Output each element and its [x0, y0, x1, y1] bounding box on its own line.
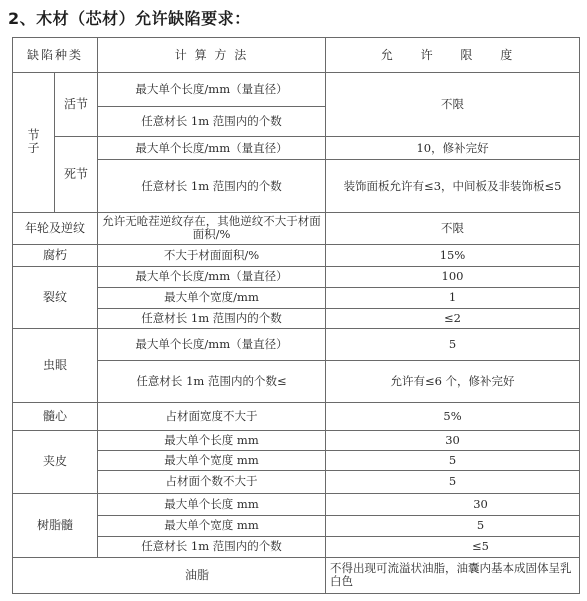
category-grease: 油脂 — [13, 557, 326, 593]
table-row — [13, 266, 580, 287]
table-row — [13, 137, 580, 160]
table-row — [13, 73, 580, 107]
defect-table — [12, 37, 580, 594]
limit-cell: 5 — [326, 515, 580, 536]
category-insect: 虫眼 — [13, 328, 98, 402]
table-row — [13, 471, 580, 493]
subcategory-live-knot: 活节 — [55, 73, 98, 137]
method-cell: 最大单个长度/mm（量直径） — [98, 328, 326, 360]
table-row — [13, 160, 580, 212]
category-ring: 年轮及逆纹 — [13, 212, 98, 244]
table-row — [13, 451, 580, 471]
table-row — [13, 287, 580, 308]
limit-cell: ≤5 — [326, 536, 580, 557]
section-heading: 2、木材（芯材）允许缺陷要求： — [8, 9, 251, 28]
limit-cell: 装饰面板允许有≤3，中间板及非装饰板≤5 — [326, 160, 580, 212]
method-cell: 最大单个长度 mm — [98, 431, 326, 451]
limit-cell: 10，修补完好 — [326, 137, 580, 160]
table-row — [13, 328, 580, 360]
limit-cell: ≤2 — [326, 308, 580, 328]
category-knot-label: 节子 — [27, 128, 40, 156]
category-rot: 腐朽 — [13, 244, 98, 266]
table-row — [13, 515, 580, 536]
header-method: 计 算 方 法 — [98, 38, 326, 73]
method-cell: 不大于材面面积/% — [98, 244, 326, 266]
method-cell: 任意材长 1m 范围内的个数 — [98, 160, 326, 212]
category-resin: 树脂髓 — [13, 493, 98, 557]
header-row — [13, 38, 580, 73]
category-bark: 夹皮 — [13, 431, 98, 493]
header-defect-type: 缺陷种类 — [13, 38, 98, 73]
table-row — [13, 557, 580, 593]
subcategory-dead-knot: 死节 — [55, 137, 98, 212]
method-cell: 最大单个长度/mm（量直径） — [98, 137, 326, 160]
category-knot — [13, 73, 55, 212]
method-cell: 任意材长 1m 范围内的个数 — [98, 536, 326, 557]
category-crack: 裂纹 — [13, 266, 98, 328]
method-cell: 占材面个数不大于 — [98, 471, 326, 493]
limit-cell: 不限 — [326, 73, 580, 137]
method-cell: 最大单个宽度/mm — [98, 287, 326, 308]
table-row — [13, 493, 580, 515]
category-pith: 髓心 — [13, 403, 98, 431]
table-row — [13, 536, 580, 557]
limit-cell: 30 — [326, 493, 580, 515]
method-cell: 允许无呛茬逆纹存在，其他逆纹不大于材面面积/% — [98, 212, 326, 244]
limit-cell: 5% — [326, 403, 580, 431]
method-cell: 最大单个宽度 mm — [98, 451, 326, 471]
limit-cell: 100 — [326, 266, 580, 287]
method-cell: 占材面宽度不大于 — [98, 403, 326, 431]
header-limit: 允 许 限 度 — [326, 38, 580, 73]
method-cell: 最大单个长度/mm（量直径） — [98, 266, 326, 287]
limit-cell: 不限 — [326, 212, 580, 244]
method-cell: 任意材长 1m 范围内的个数 — [98, 107, 326, 137]
table-row — [13, 361, 580, 403]
table-row — [13, 308, 580, 328]
limit-cell: 5 — [326, 328, 580, 360]
limit-cell: 30 — [326, 431, 580, 451]
limit-cell: 15% — [326, 244, 580, 266]
table-row — [13, 212, 580, 244]
limit-cell: 1 — [326, 287, 580, 308]
limit-cell: 5 — [326, 451, 580, 471]
method-cell: 最大单个长度 mm — [98, 493, 326, 515]
limit-cell: 5 — [326, 471, 580, 493]
table-row — [13, 244, 580, 266]
table-row — [13, 431, 580, 451]
limit-cell: 允许有≤6 个，修补完好 — [326, 361, 580, 403]
method-cell: 最大单个宽度 mm — [98, 515, 326, 536]
method-cell: 任意材长 1m 范围内的个数 — [98, 308, 326, 328]
limit-cell: 不得出现可流溢状油脂，油囊内基本成固体呈乳白色 — [326, 557, 580, 593]
method-cell: 任意材长 1m 范围内的个数≤ — [98, 361, 326, 403]
table-row — [13, 403, 580, 431]
method-cell: 最大单个长度/mm（量直径） — [98, 73, 326, 107]
